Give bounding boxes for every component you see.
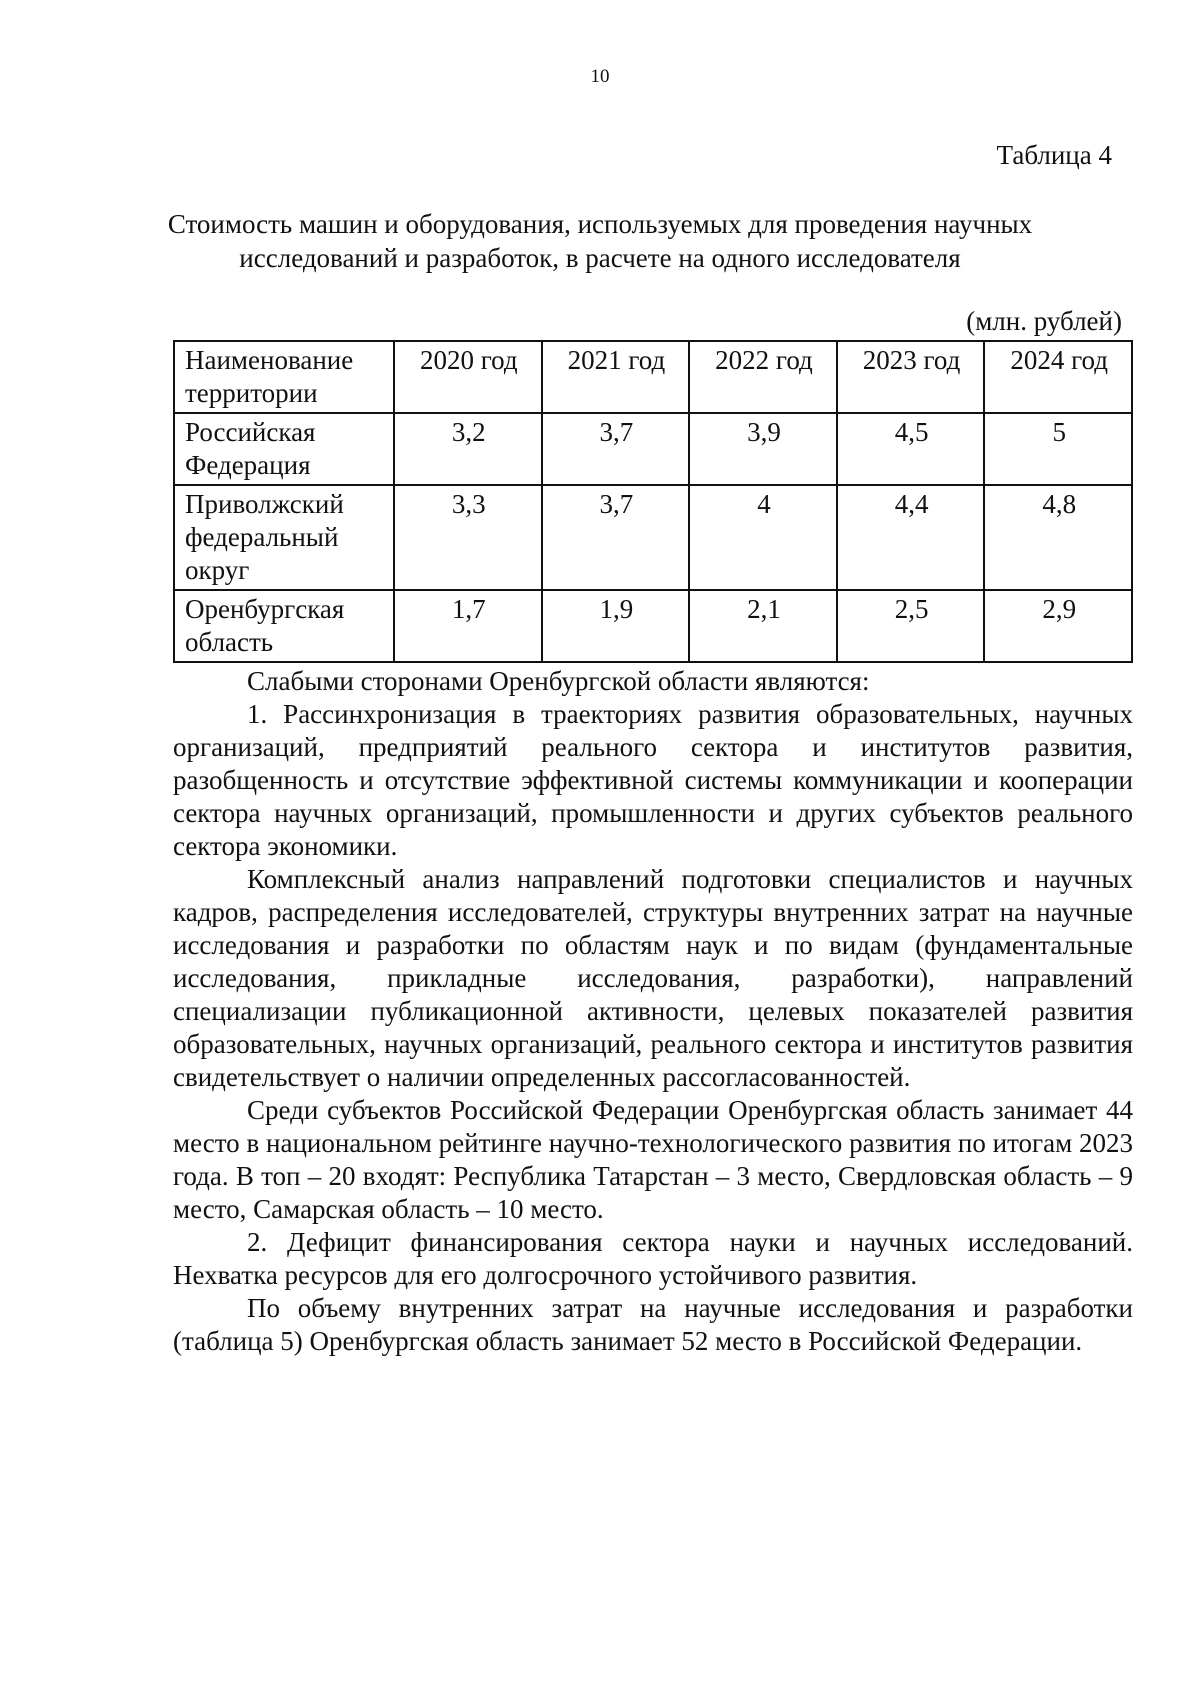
territory-name: Оренбургская область [174,590,394,662]
table-cell: 3,2 [394,413,542,485]
table-cell: 2,1 [689,590,837,662]
table-row [174,590,1132,662]
table-cell: 1,7 [394,590,542,662]
paragraph-rating: Среди субъектов Российской Федерации Оренбургская область занимает 44 место в национальном рейтинге научно-технологического развития по итогам 2023 года. В топ – 20 входят: Республика Татарстан – 3 место, Свердловская область – 9 место, Самарская область – 10 место. [173,1095,1133,1224]
table-cell: 3,9 [689,413,837,485]
column-header-2020: 2020 год [394,341,542,413]
table-cell: 5 [984,413,1132,485]
table-row [174,413,1132,485]
table-header-row [174,341,1132,413]
paragraph-funding-deficit: 2. Дефицит финансирования сектора науки и научных исследований. Нехватка ресурсов для его долгосрочного устойчивого развития. [173,1227,1133,1290]
table-cell: 4,4 [837,485,985,590]
page-number: 10 [590,66,610,87]
paragraph-desync: 1. Рассинхронизация в траекториях развития образовательных, научных организаций, предприятий реального сектора и институтов развития, разобщенность и отсутствие эффективной системы коммуникации и кооперации сектора научных организаций, промышленности и других субъектов реального сектора экономики. [173,699,1133,861]
cost-table [173,340,1133,663]
table-cell: 3,7 [542,413,690,485]
territory-name: Приволжский федеральный округ [174,485,394,590]
table-cell: 3,3 [394,485,542,590]
table-units: (млн. рублей) [966,306,1122,336]
column-header-2021: 2021 год [542,341,690,413]
column-header-territory: Наименование территории [174,341,394,413]
territory-name: Российская Федерация [174,413,394,485]
table-caption: Таблица 4 [996,140,1112,170]
table-cell: 2,9 [984,590,1132,662]
column-header-2022: 2022 год [689,341,837,413]
table-cell: 4 [689,485,837,590]
table-cell: 1,9 [542,590,690,662]
paragraph-complex-analysis: Комплексный анализ направлений подготовки специалистов и научных кадров, распределения исследователей, структуры внутренних затрат на научные исследования и разработки по областям наук и по видам (фундаментальные исследования, прикладные исследования, разработки), направлений специализации публикационной активности, целевых показателей развития образовательных, научных организаций, реального сектора и институтов развития свидетельствует о наличии определенных рассогласованностей. [173,864,1133,1092]
table-cell: 2,5 [837,590,985,662]
column-header-2024: 2024 год [984,341,1132,413]
table-cell: 3,7 [542,485,690,590]
table-row [174,485,1132,590]
table-cell: 4,5 [837,413,985,485]
table-cell: 4,8 [984,485,1132,590]
table-title: Стоимость машин и оборудования, используемых для проведения научных исследований и разработок, в расчете на одного исследователя [167,209,1033,273]
column-header-2023: 2023 год [837,341,985,413]
paragraph-internal-costs: По объему внутренних затрат на научные исследования и разработки (таблица 5) Оренбургская область занимает 52 место в Российской Федерации. [173,1293,1133,1356]
paragraph-weaknesses-intro: Слабыми сторонами Оренбургской области являются: [247,666,870,696]
body-text [173,665,1133,1358]
